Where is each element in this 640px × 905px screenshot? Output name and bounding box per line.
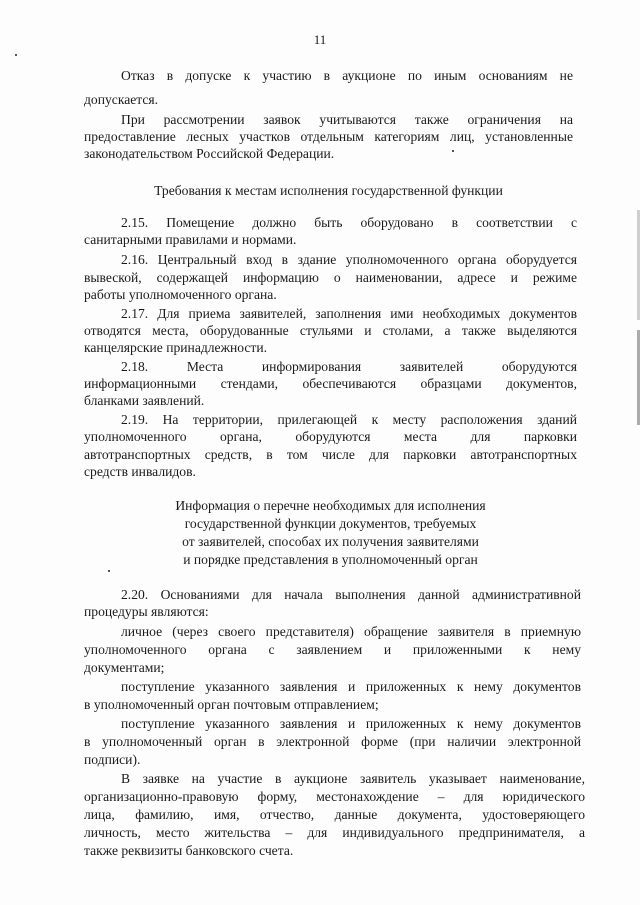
- text-line: уполномоченного органа, оборудуются места для парковки: [84, 429, 577, 444]
- text-line: 2.17. Для приема заявителей, заполнения ими необходимых документов: [121, 306, 577, 321]
- text-line: 2.15. Помещение должно быть оборудовано в соответствии с: [121, 215, 577, 230]
- text-line: Отказ в допуске к участию в аукционе по иным основаниям не: [121, 68, 573, 83]
- text-line: организационно-правовую форму, местонахождение – для юридического: [84, 789, 585, 804]
- text-line: отводятся места, оборудованные стульями и столами, а также выделяются: [84, 323, 577, 338]
- text-line: При рассмотрении заявок учитываются также ограничения на: [121, 112, 573, 127]
- text-line: лица, фамилию, имя, отчество, данные документа, удостоверяющего: [84, 807, 585, 822]
- text-line: информационными стендами, обеспечиваются образцами документов,: [84, 376, 577, 391]
- text-line: санитарными правилами и нормами.: [84, 232, 297, 247]
- text-line: допускается.: [84, 92, 159, 107]
- scan-speck: [108, 570, 110, 572]
- text-line: документами;: [84, 660, 165, 675]
- text-line: поступление указанного заявления и приложенных к нему документов: [121, 716, 581, 731]
- text-line: 2.18. Места информирования заявителей оборудуются: [121, 359, 577, 374]
- section-heading: государственной функции документов, требуемых: [184, 516, 477, 531]
- scan-speck: [452, 150, 454, 152]
- section-heading: и порядке представления в уполномоченный орган: [183, 552, 478, 567]
- text-line: предоставление лесных участков отдельным категориям лиц, установленные: [84, 129, 573, 144]
- scan-speck: [15, 54, 17, 56]
- text-line: уполномоченного органа с заявлением и приложенными к нему: [84, 642, 581, 657]
- section-heading: Требования к местам исполнения государственной функции: [154, 183, 503, 198]
- text-line: законодательством Российской Федерации.: [84, 146, 335, 161]
- text-line: вывеской, содержащей информацию о наименовании, адресе и режиме: [84, 270, 577, 285]
- text-line: также реквизиты банковского счета.: [84, 843, 294, 858]
- text-line: В заявке на участие в аукционе заявитель указывает наименование,: [121, 771, 585, 786]
- page-number: 11: [313, 32, 327, 47]
- text-line: 2.20. Основаниями для начала выполнения данной административной: [121, 587, 581, 602]
- text-line: в уполномоченный орган почтовым отправлением;: [84, 697, 379, 712]
- text-line: 2.16. Центральный вход в здание уполномоченного органа оборудуется: [121, 252, 577, 267]
- text-line: бланками заявлений.: [84, 393, 205, 408]
- text-line: поступление указанного заявления и приложенных к нему документов: [121, 679, 581, 694]
- text-line: процедуры являются:: [84, 604, 209, 619]
- text-line: автотранспортных средств, в том числе для парковки автотранспортных: [84, 447, 577, 462]
- section-heading: от заявителей, способах их получения заявителями: [182, 534, 479, 549]
- text-line: канцелярские принадлежности.: [84, 340, 268, 355]
- text-line: личность, место жительства – для индивидуального предпринимателя, а: [84, 825, 585, 840]
- text-line: средств инвалидов.: [84, 464, 196, 479]
- text-line: работы уполномоченного органа.: [84, 287, 277, 302]
- text-line: личное (через своего представителя) обращение заявителя в приемную: [121, 624, 581, 639]
- text-line: 2.19. На территории, прилегающей к месту расположения зданий: [121, 412, 577, 427]
- text-line: в уполномоченный орган в электронной форме (при наличии электронной: [84, 734, 581, 749]
- text-line: подписи).: [84, 752, 141, 767]
- section-heading: Информация о перечне необходимых для исполнения: [175, 498, 486, 513]
